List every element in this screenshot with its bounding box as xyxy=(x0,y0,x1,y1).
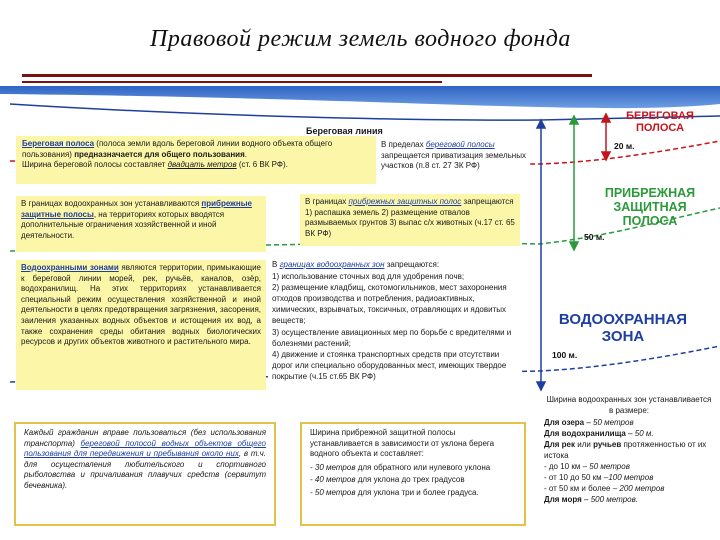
wpz-width-intro: Ширина водоохранных зон устанавливается в размере: xyxy=(546,395,712,415)
wpz-width-row xyxy=(544,472,714,483)
coastal-width-cond: для уклона три и более градуса. xyxy=(355,487,479,497)
wpz-width-object: Для рек xyxy=(544,440,576,449)
coastal-width-value: - 30 метров xyxy=(310,462,356,472)
coastal-term: прибрежные защитные полосы xyxy=(21,199,252,219)
wpz-definition-box xyxy=(16,260,266,390)
zone-bank-line1: БЕРЕГОВАЯ xyxy=(626,110,694,122)
coastal-width-row xyxy=(310,463,516,474)
wpz-width-object: Для моря xyxy=(544,495,582,504)
wpz-ban-item: 4) движение и стоянка транспортных средств при отсутствии дорог или специально оборудованных мест, имеющих твердое покрытие (ч.15 ст.65 ВК РФ) xyxy=(272,350,507,382)
bank-strip-box xyxy=(16,136,376,184)
coastal-width-row xyxy=(310,475,516,486)
zone-coastal-line3: ПОЛОСА xyxy=(622,214,678,228)
wpz-width-value: 100 метров xyxy=(608,473,654,482)
bank-strip-def: (полоса земли вдоль береговой линии водного объекта общего пользования) xyxy=(22,139,333,159)
wpz-width-value: 50 метров xyxy=(589,462,630,471)
citizen-right-end: , в т.ч. для осуществления любительского и спортивного рыболовства и причаливания плавучих средств (сервитут бечевника). xyxy=(24,449,266,490)
coastal-width-value: - 50 метров xyxy=(310,487,356,497)
bank-strip-width-source: (ст. 6 ВК РФ). xyxy=(236,160,288,170)
bank-dimension xyxy=(602,114,610,160)
citizen-right-start: Каждый гражданин вправе пользоваться (без использования транспорта) xyxy=(24,428,266,448)
coastal-width-intro: Ширина прибрежной защитной полосы устанавливается в зависимости от уклона берега водного объекта и составляет: xyxy=(310,428,495,459)
title-underline-thin xyxy=(22,81,442,83)
zone-bank-line2: ПОЛОСА xyxy=(635,122,685,135)
wpz-ban-intro-end: запрещаются: xyxy=(384,260,440,269)
wpz-width-row xyxy=(544,483,714,494)
coastal-ban-box xyxy=(300,194,520,246)
water-area xyxy=(0,86,720,108)
diagram-scene xyxy=(0,86,720,540)
wpz-definition-text: являются территории, примыкающие к береговой линии морей, рек, ручьёв, каналов, озёр, водохранилищ. На этих территориях устанавливается специальный режим осуществления хозяйственной и иной деятельности в целях предотвращения загрязнения, засорения, заиления указанных водных объектов и истощения их вод, а также сохранения среды обитания водных биологических ресурсов и других объектов животного и растительного мира. xyxy=(21,263,261,347)
bank-priv-rest: запрещается приватизация земельных участков (п.8 ст. 27 ЗК РФ) xyxy=(381,150,526,171)
coastal-dimension xyxy=(570,116,578,250)
bank-strip-purpose: предназначается для общего пользования xyxy=(74,149,245,159)
citizen-right-box xyxy=(14,422,276,526)
zone-wpz-width: 100 м. xyxy=(552,350,578,360)
wpz-width-row xyxy=(544,461,714,472)
wpz-width-object2: ручьев xyxy=(593,440,622,449)
wpz-width-range: - до 10 км – xyxy=(544,462,590,471)
slide-title: Правовой режим земель водного фонда xyxy=(150,26,571,52)
wpz-ban-intro-start: В xyxy=(272,260,280,269)
wpz-width-value: – 500 метров. xyxy=(581,495,639,504)
wpz-ban-item: 1) использование сточных вод для удобрения почв; xyxy=(272,271,465,281)
bank-strip-term: Береговая полоса xyxy=(22,139,95,148)
wpz-width-value: – 50 метров xyxy=(584,418,634,427)
zone-label-coastal xyxy=(585,186,715,228)
coastal-width-cond: для обратного или нулевого уклона xyxy=(355,462,491,472)
zone-label-bank xyxy=(610,110,710,135)
zone-label-wpz xyxy=(548,312,698,346)
coastal-width-cond: для уклона до трех градусов xyxy=(355,475,465,485)
zone-bank-width: 20 м. xyxy=(614,141,635,151)
zone-wpz-line1: ВОДООХРАННАЯ xyxy=(558,311,688,328)
bank-priv-term: береговой полосы xyxy=(425,140,495,149)
wpz-ban-item: 3) осуществление авиационных мер по борьбе с вредителями и болезнями растений; xyxy=(272,327,512,348)
coastal-width-row xyxy=(310,488,516,499)
bank-strip-width-text: Ширина береговой полосы составляет xyxy=(22,160,168,170)
coastal-width-value: - 40 метров xyxy=(310,475,356,485)
wpz-width-row xyxy=(544,417,714,428)
bank-privatization-box xyxy=(378,138,530,182)
title-underline xyxy=(22,74,592,77)
wpz-dimension xyxy=(537,120,545,390)
bank-strip-width-value: двадцать метров xyxy=(167,160,237,170)
zone-coastal-line2: ЗАЩИТНАЯ xyxy=(613,200,687,214)
zone-coastal-line1: ПРИБРЕЖНАЯ xyxy=(604,186,696,200)
coastal-ban-term: прибрежных защитных полос xyxy=(348,197,462,206)
wpz-width-value: 200 метров xyxy=(619,484,665,493)
coastal-strip-box xyxy=(16,196,266,252)
wpz-width-row xyxy=(544,439,714,461)
wpz-width-row xyxy=(544,494,714,505)
wpz-width-value: – 50 м. xyxy=(625,429,654,438)
wpz-width-conj: или xyxy=(575,440,594,449)
bank-line-heading: Береговая линия xyxy=(306,126,383,136)
coastal-start: В границах водоохранных зон устанавливаются xyxy=(21,199,202,208)
coastal-rest: , на территориях которых вводятся дополнительные ограничения хозяйственной и иной деятельности. xyxy=(21,209,225,240)
coastal-ban-rest: запрещаются 1) распашка земель 2) размещение отвалов размываемых грунтов 3) выпас с/х животных (ч.17 ст. 65 ВК РФ) xyxy=(305,197,515,238)
wpz-width-box xyxy=(540,392,718,534)
coastal-width-box xyxy=(300,422,526,526)
wpz-width-range: - от 10 до 50 км – xyxy=(544,473,609,482)
wpz-ban-list xyxy=(272,271,516,383)
wpz-ban-intro-term: границах водоохранных зон xyxy=(279,260,385,269)
wpz-width-object: Для озера xyxy=(544,418,585,427)
wpz-ban-item: 2) размещение кладбищ, скотомогильников, мест захоронения отходов производства и потребления, радиоактивных, химических, взрывчатых, токсичных, отравляющих и ядовитых веществ; xyxy=(272,282,507,326)
citizen-right-term: береговой полосой водных объектов общего пользования для передвижения и пребывания около них xyxy=(24,438,266,459)
bank-strip-dot: . xyxy=(244,149,247,159)
zone-wpz-line2: ЗОНА xyxy=(601,327,645,345)
wpz-ban-box xyxy=(268,258,520,404)
zone-coastal-width: 50 м. xyxy=(584,232,605,242)
bank-priv-start: В пределах xyxy=(381,140,426,149)
coastal-ban-start: В границах xyxy=(305,197,349,206)
wpz-term: Водоохранными зонами xyxy=(21,263,119,272)
wpz-width-row xyxy=(544,428,714,439)
wpz-width-cond: протяженностью от их истока xyxy=(544,440,707,460)
wpz-width-range: - от 50 км и более – xyxy=(544,484,620,493)
wpz-width-object: Для водохранилища xyxy=(544,429,626,438)
